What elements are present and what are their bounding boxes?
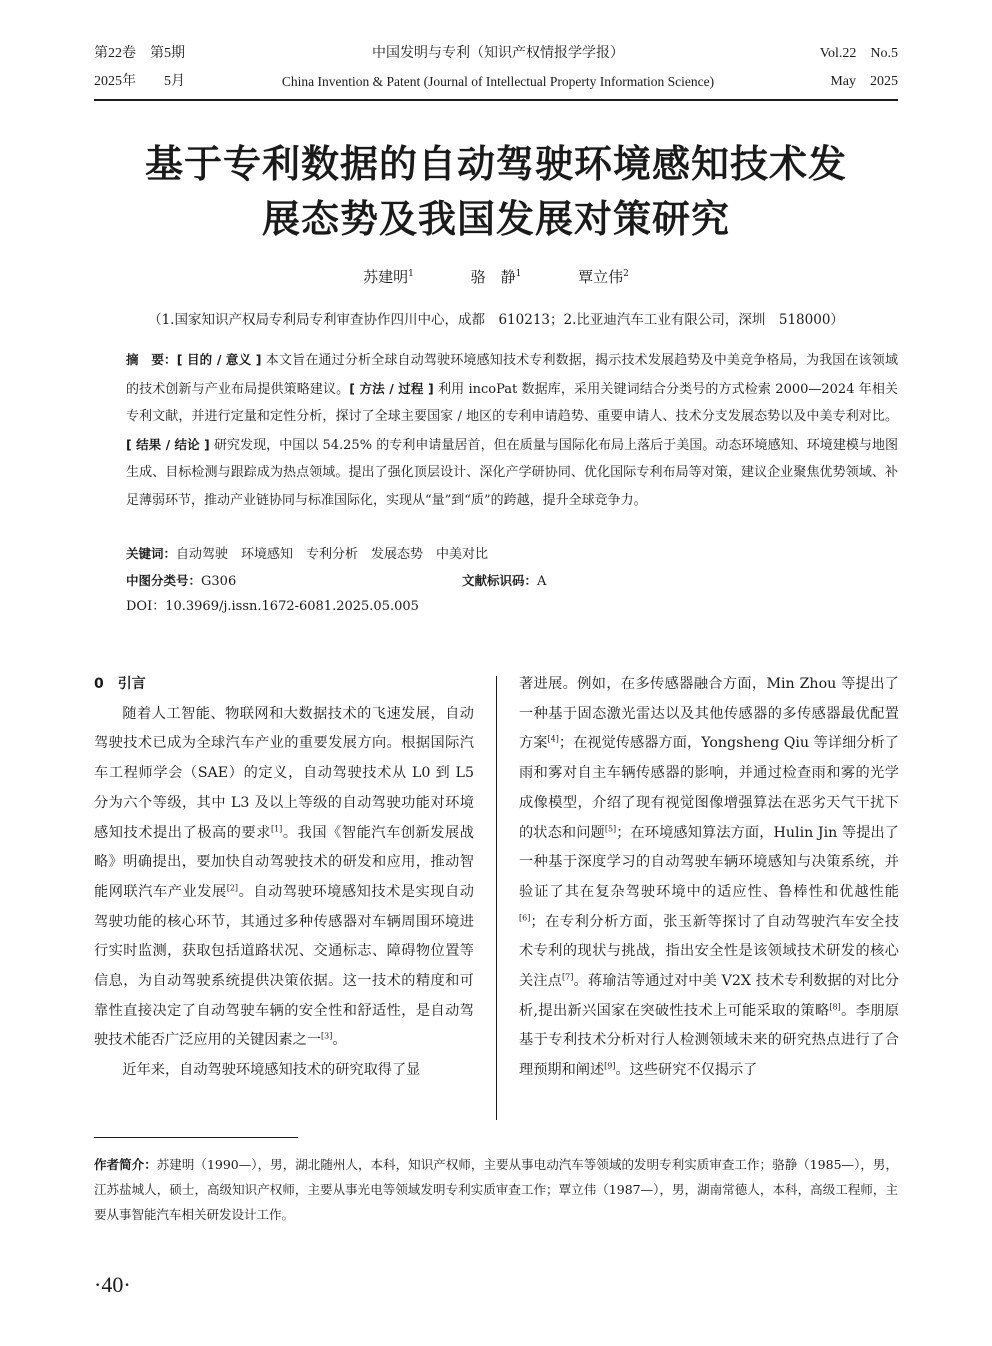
citation-5[interactable]: [5] [604, 823, 617, 833]
abstract-label: 摘 要： [126, 352, 177, 367]
affiliations: （1.国家知识产权局专利局专利审查协作四川中心，成都 610213；2.比亚迪汽车工业有限公司，深圳 518000） [148, 312, 844, 328]
citation-8[interactable]: [8] [829, 1002, 841, 1011]
citation-3[interactable]: [3] [321, 1031, 333, 1041]
footnote-text: 苏建明（1990—），男，湖北随州人，本科，知识产权师，主要从事电动汽车等领域的发明专利实质审查工作；骆静（1985—），男，江苏盐城人，硕士，高级知识产权师，主要从事光电等领域发明专利实质审查工作；覃立伟（1987—），男，湖南常德人，本科，高级工程师，主要从事智能汽车相关研发设计工作。 [94, 1157, 898, 1222]
citation-1[interactable]: [1] [270, 823, 283, 833]
article-title [70, 136, 922, 246]
keywords-text: 自动驾驶 环境感知 专利分析 发展态势 中美对比 [176, 547, 489, 562]
author-list [0, 266, 992, 287]
author-3: 覃立伟$^2$ [578, 268, 629, 286]
intro-paragraph-2-continued: 著进展。例如，在多传感器融合方面，Min Zhou 等提出了一种基于固态激光雷达以及其他传感器的多传感器最优配置方案[4]；在视觉传感器方面，Yongsheng Qiu 等详细分析了雨和雾对自主车辆传感器的影响，并通过检查雨和雾的光学成像模型，介绍了现有视觉图像增强算法在恶劣天气干扰下的状态和问题[5]；在环境感知算法方面，Hulin Jin 等提出了一种基于深度学习的自动驾驶车辆环境感知与决策系统，并验证了其在复杂驾驶环境中的适应性、鲁棒性和优越性能[6]；在专利分析方面，张玉新等探讨了自动驾驶汽车安全技术专利的现状与挑战，指出安全性是该领域技术研发的核心关注点[7]。蒋瑜洁等通过对中美 V2X 技术专利数据的对比分析,提出新兴国家在突破性技术上可能采取的策略[8]。李朋原基于专利技术分析对行人检测领域未来的研究热点进行了合理预期和阐述[9]。这些研究不仅揭示了 [519, 676, 899, 1079]
intro-paragraph-1: 随着人工智能、物联网和大数据技术的飞速发展，自动驾驶技术已成为全球汽车产业的重要发展方向。根据国际汽车工程师学会（SAE）的定义，自动驾驶技术从 L0 到 L5 分为六个等级，其中 L3 及以上等级的自动驾驶功能对环境感知技术提出了极高的要求[1]。我国《智能汽车创新发展战略》明确提出，要加快自动驾驶技术的研发和应用，推动智能网联汽车产业发展[2]。自动驾驶环境感知技术是实现自动驾驶功能的核心环节，其通过多种传感器对车辆周围环境进行实时监测，获取包括道路状况、交通标志、障碍物位置等信息，为自动驾驶系统提供决策依据。这一技术的精度和可靠性直接决定了自动驾驶车辆的安全性和舒适性，是自动驾驶技术能否广泛应用的关键因素之一[3]。 [94, 705, 474, 1049]
title-line-1: 基于专利数据的自动驾驶环境感知技术发 [144, 141, 847, 186]
author-bio-footnote [94, 1152, 898, 1227]
doc-code-value: A [537, 574, 547, 589]
clc-label: 中图分类号： [126, 573, 202, 588]
title-line-2: 展态势及我国发展对策研究 [261, 196, 730, 241]
citation-6[interactable]: [6] [519, 912, 531, 922]
doc-code-label: 文献标识码： [462, 573, 538, 588]
date-en: May 2025 [830, 74, 898, 89]
doi: DOI：10.3969/j.issn.1672-6081.2025.05.005 [126, 599, 419, 614]
header-rule [94, 99, 898, 101]
column-divider [496, 676, 497, 1120]
citation-2[interactable]: [2] [226, 883, 239, 893]
year-month-cn: 2025年 5月 [94, 74, 185, 89]
volume-issue-en: Vol.22 No.5 [819, 46, 898, 61]
keywords [126, 541, 488, 568]
journal-title-en: China Invention & Patent (Journal of Intellectual Property Information Science) [281, 74, 715, 89]
footnote-label: 作者简介： [94, 1157, 157, 1172]
abstract-result: 研究发现，中国以 54.25% 的专利申请量居首，但在质量与国际化布局上落后于美国。动态环境感知、环境建模与地图生成、目标检测与跟踪成为热点领域。提出了强化顶层设计、深化产学研协同、优化国际专利布局等对策，建议企业聚焦优势领域、补足薄弱环节，推动产业链协同与标准国际化，实现从“量”到“质”的跨越，提升全球竞争力。 [126, 437, 898, 508]
journal-title-cn: 中国发明与专利（知识产权情报学学报） [372, 46, 624, 61]
author-2: 骆 静$^1$ [470, 268, 522, 286]
document-code [462, 568, 546, 595]
citation-4[interactable]: [4] [547, 734, 559, 744]
author-1: 苏建明$^1$ [363, 268, 414, 286]
page-number: ·40· [94, 1272, 131, 1297]
volume-issue-cn: 第22卷 第5期 [94, 46, 185, 61]
keywords-label: 关键词： [126, 546, 177, 561]
right-column [519, 670, 899, 1086]
intro-paragraph-2: 近年来，自动驾驶环境感知技术的研究取得了显 [122, 1062, 421, 1079]
clc-value: G306 [201, 574, 237, 589]
left-column [94, 670, 474, 1086]
section-heading: 0 引言 [94, 676, 146, 692]
citation-7[interactable]: [7] [562, 972, 574, 982]
purpose-label: [ 目的 / 意义 ] [176, 352, 262, 367]
abstract-method: 利用 incoPat 数据库，采用关键词结合分类号的方式检索 2000—2024 年相关专利文献，并进行定量和定性分析，探讨了全球主要国家 / 地区的专利申请趋势、重要申请人、技术分支发展态势以及中美专利对比。 [126, 381, 898, 424]
citation-9[interactable]: [9] [604, 1061, 616, 1071]
method-label: [ 方法 / 过程 ] [349, 380, 434, 396]
abstract-purpose: 本文旨在通过分析全球自动驾驶环境感知技术专利数据，揭示技术发展趋势及中美竞争格局，为我国在该领域的技术创新与产业布局提供策略建议。 [126, 353, 898, 397]
result-label: [ 结果 / 结论 ] [126, 436, 210, 452]
footnote-rule [94, 1137, 298, 1138]
abstract [126, 346, 898, 514]
clc-number [126, 568, 236, 595]
